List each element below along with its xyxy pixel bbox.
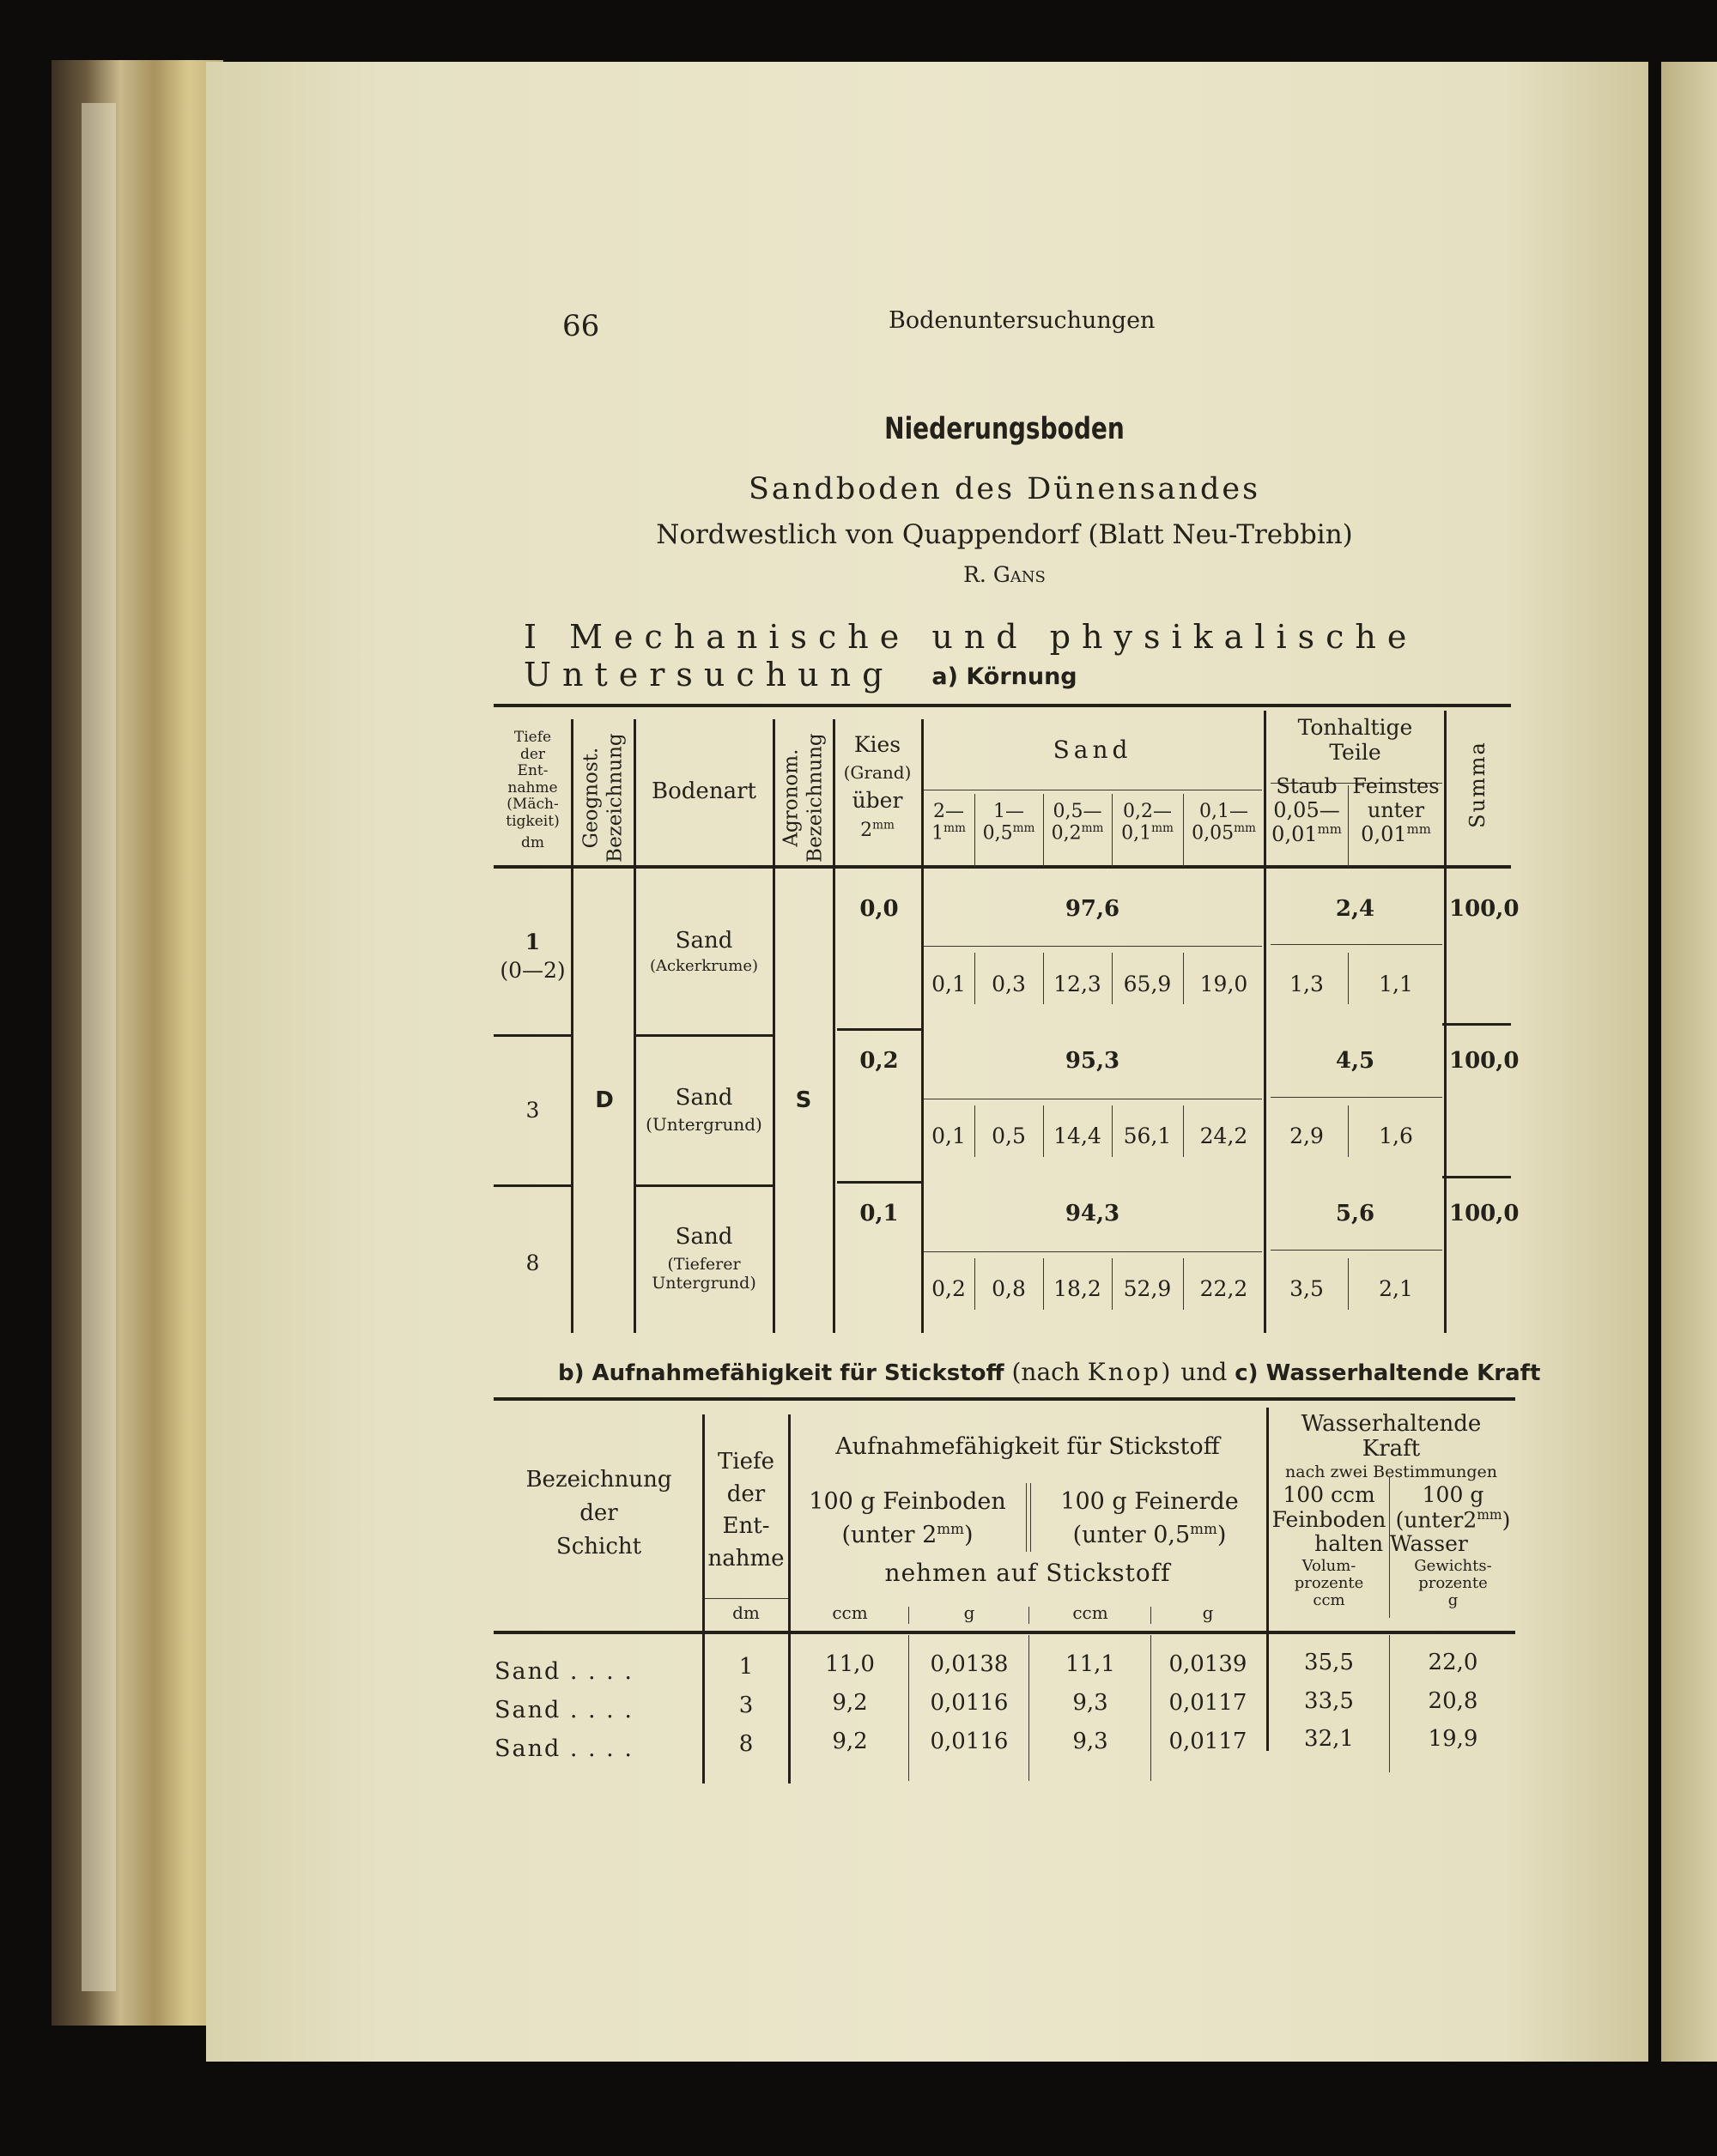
t2-header-nehmen: nehmen auf Stickstoff (884, 1559, 1171, 1587)
t1-cell-sand: 0,2 (931, 1276, 966, 1301)
t1-header-bodenart: Bodenart (652, 778, 756, 804)
page-number: 66 (562, 309, 600, 343)
t2-cell: 0,0117 (1168, 1729, 1247, 1754)
subsection-koernung: a) Körnung (931, 663, 1077, 690)
location-line: Nordwestlich von Quappendorf (Blatt Neu-Trebbin) (656, 519, 1353, 550)
t1-col-rule (773, 719, 775, 1333)
t1-cell-sand: 0,8 (992, 1276, 1026, 1301)
t1-cell-sand: 24,2 (1199, 1123, 1248, 1148)
t1-cell-kies: 0,2 (859, 1048, 899, 1074)
t1-row-rule (1442, 1176, 1511, 1178)
t2-cell: 11,0 (825, 1651, 875, 1677)
t1-sub-rule (1271, 1250, 1442, 1251)
t1-row-rule (837, 1028, 923, 1031)
t1-header-sand-range: 0,1— $0,05^{mm}$ (1192, 801, 1256, 845)
t1-header-sand-range: 0,5— $0,2^{mm}$ (1051, 801, 1104, 845)
t2-double-rule (1026, 1483, 1027, 1552)
t1-cell-staub: 3,5 (1289, 1276, 1324, 1301)
t1-cell-tiefe: 8 (525, 1251, 540, 1275)
t2-cell: 33,5 (1304, 1688, 1354, 1714)
t1-header-staub: Staub 0,05— $0,01^{mm}$ (1271, 774, 1342, 847)
t1-cell-sand: 14,4 (1053, 1123, 1101, 1148)
t2-header-wasser: Wasserhaltende Kraft (1301, 1411, 1482, 1462)
t1-cell-ton-total: 4,5 (1335, 1048, 1375, 1074)
t1-cell-feinstes: 1,1 (1379, 972, 1413, 996)
t2-cell: 19,9 (1428, 1726, 1478, 1752)
t2-header-gewichts: Gewichts- prozente g (1414, 1557, 1492, 1609)
t1-row-rule (494, 1184, 571, 1187)
t2-body-col (908, 1635, 909, 1781)
t1-row-rule (1442, 1023, 1511, 1026)
t2-cell: 9,3 (1072, 1729, 1108, 1754)
t2-header-feinboden: 100 g Feinboden (unter $2^{mm}$) (809, 1488, 1006, 1549)
t2-unit: g (1202, 1602, 1214, 1623)
t1-header-feinstes: Feinstes unter $0,01^{mm}$ (1352, 774, 1440, 847)
t1-row-rule (635, 1034, 773, 1037)
t1-cell-bodenart: Sand (Tieferer Untergrund) (652, 1224, 756, 1293)
t1-cell-sand: 22,2 (1199, 1276, 1248, 1301)
t1-cell-feinstes: 1,6 (1379, 1123, 1413, 1148)
t2-header-feinerde: 100 g Feinerde (unter $0,5^{mm}$) (1060, 1488, 1239, 1549)
t2-cell: 0,0116 (930, 1690, 1009, 1716)
t1-cell-ton-total: 2,4 (1335, 896, 1375, 922)
t1-cell-sand-total: 95,3 (1065, 1048, 1120, 1074)
t2-cell: 9,2 (832, 1729, 868, 1754)
t1-cell-sand: 65,9 (1123, 972, 1172, 996)
agronom-value: S (795, 1087, 812, 1113)
t2-unit-col (908, 1607, 909, 1624)
t1-header-kies: Kies (Grand) über $2^{mm}$ (843, 732, 912, 841)
author-line: R. Gans (963, 562, 1046, 587)
t1-cell-sand: 52,9 (1123, 1276, 1172, 1301)
t1-row-rule (635, 1184, 773, 1187)
t2-cell: 0,0139 (1168, 1651, 1247, 1677)
t1-header-geognost: Geognost. Bezeichnung (579, 733, 626, 863)
t2-header-aufnahme: Aufnahmefähigkeit für Stickstoff (835, 1433, 1220, 1460)
t1-col-rule (571, 719, 573, 1333)
t1-cell-staub: 2,9 (1289, 1123, 1324, 1148)
t2-header-w1: 100 ccm Feinboden (1271, 1482, 1386, 1532)
t1-header-summa: Summa (1465, 741, 1489, 828)
t2-cell: 32,1 (1304, 1726, 1354, 1752)
t2-cell-name: Sand . . . . (494, 1697, 634, 1723)
t2-body-col (1150, 1635, 1151, 1781)
t2-cell: 22,0 (1428, 1650, 1478, 1675)
t1-cell-sand: 0,5 (992, 1123, 1026, 1148)
t2-cell: 0,0117 (1168, 1690, 1247, 1716)
t1-row-rule (494, 1034, 571, 1037)
section-heading-1: I Mechanische und physikalische Untersuchung (524, 618, 1418, 693)
t2-unit-rule (704, 1598, 790, 1599)
t2-header-wasser-note: nach zwei Bestimmungen (1285, 1463, 1497, 1481)
t1-cell-staub: 1,3 (1289, 972, 1324, 996)
t1-sub-rule (1271, 944, 1442, 945)
t1-cell-kies: 0,1 (859, 1201, 899, 1226)
subtitle: Sandboden des Dünensandes (748, 472, 1261, 506)
t2-top-rule (494, 1397, 1515, 1401)
t1-cell-feinstes: 2,1 (1379, 1276, 1413, 1301)
t2-cell-tiefe: 3 (738, 1693, 754, 1718)
page-edge-highlight (82, 103, 116, 1991)
t1-cell-summa: 100,0 (1449, 1048, 1520, 1074)
t1-header-ton: Tonhaltige Teile (1297, 715, 1413, 765)
t2-cell-tiefe: 1 (738, 1654, 754, 1680)
t2-cell: 9,2 (832, 1690, 868, 1716)
next-page-sliver (1661, 62, 1717, 2062)
t2-cell-tiefe: 8 (738, 1731, 754, 1757)
page-title: Niederungsboden (884, 412, 1125, 446)
t2-header-bezeichnung: Bezeichnung der Schicht (525, 1467, 672, 1559)
geognost-value: D (595, 1087, 614, 1113)
t2-header-w2: 100 g $(unter2^{mm})$ (1395, 1482, 1511, 1533)
t1-cell-sand: 18,2 (1053, 1276, 1101, 1301)
t2-unit: g (963, 1602, 975, 1623)
t1-sub-rule (923, 946, 1262, 947)
t2-cell: 20,8 (1428, 1688, 1478, 1714)
t1-cell-sand: 0,3 (992, 972, 1026, 996)
t2-header-volum: Volum- prozente ccm (1294, 1557, 1364, 1609)
t2-unit: ccm (832, 1602, 868, 1623)
t1-cell-bodenart: Sand (Untergrund) (646, 1085, 762, 1135)
section-heading-2: b) Aufnahmefähigkeit für Stickstoff (nach Knop) und c) Wasserhaltende Kraft (558, 1358, 1541, 1386)
t2-cell: 11,1 (1065, 1651, 1115, 1677)
t2-cell: 9,3 (1072, 1690, 1108, 1716)
t1-cell-kies: 0,0 (859, 896, 899, 922)
t1-cell-bodenart: Sand (Ackerkrume) (649, 928, 759, 975)
running-head: Bodenuntersuchungen (889, 307, 1156, 334)
t1-header-sand-range: 1— $0,5^{mm}$ (982, 801, 1035, 845)
book-page-edges (52, 60, 223, 2026)
t2-cell-name: Sand . . . . (494, 1735, 634, 1762)
t1-header-sand-range: 0,2— $0,1^{mm}$ (1121, 801, 1174, 845)
t1-sub-rule (1271, 1097, 1442, 1098)
t1-cell-sand-total: 94,3 (1065, 1201, 1120, 1226)
t1-header-sand-range: 2— $1^{mm}$ (931, 801, 966, 845)
t1-col-rule (634, 719, 636, 1333)
t2-col-rule (788, 1414, 791, 1784)
t1-cell-summa: 100,0 (1449, 896, 1520, 922)
t1-cell-ton-total: 5,6 (1335, 1201, 1375, 1226)
t1-cell-sand: 0,1 (931, 1123, 966, 1148)
t1-top-rule (494, 704, 1511, 707)
t2-header-halten: halten Wasser (1314, 1531, 1468, 1556)
t1-header-agronom: Agronom. Bezeichnung (780, 733, 826, 863)
t1-cell-sand-total: 97,6 (1065, 896, 1120, 922)
t2-body-col (1028, 1635, 1029, 1781)
t2-header-tiefe: Tiefe der Ent- nahme (707, 1449, 785, 1572)
t1-header-tiefe: Tiefe der Ent- nahme (Mäch- tigkeit) dm (506, 729, 560, 852)
t2-unit-col (1150, 1607, 1151, 1624)
t2-unit: ccm (1072, 1602, 1108, 1623)
t2-unit-dm: dm (732, 1602, 760, 1623)
t1-cell-sand: 0,1 (931, 972, 966, 996)
t1-cell-tiefe: 1 (0—2) (500, 930, 566, 983)
t2-head-rule (494, 1631, 1515, 1634)
t1-cell-tiefe: 3 (525, 1098, 540, 1123)
t1-cell-sand: 56,1 (1123, 1123, 1172, 1148)
t2-cell: 0,0116 (930, 1729, 1009, 1754)
t2-cell: 35,5 (1304, 1650, 1354, 1675)
t1-cell-sand: 19,0 (1199, 972, 1248, 996)
t1-row-rule (837, 1181, 923, 1184)
t1-cell-summa: 100,0 (1449, 1201, 1520, 1226)
t2-body-col (1389, 1635, 1390, 1772)
t1-cell-sand: 12,3 (1053, 972, 1101, 996)
t1-col-rule (1444, 711, 1447, 1333)
t2-unit-col (1028, 1607, 1029, 1624)
t1-header-sand: Sand (1053, 736, 1132, 764)
t1-sub-rule (923, 1251, 1262, 1252)
t2-double-rule (1030, 1483, 1031, 1552)
t2-cell-name: Sand . . . . (494, 1658, 634, 1685)
t1-head-rule (494, 865, 1511, 869)
t2-cell: 0,0138 (930, 1651, 1009, 1677)
